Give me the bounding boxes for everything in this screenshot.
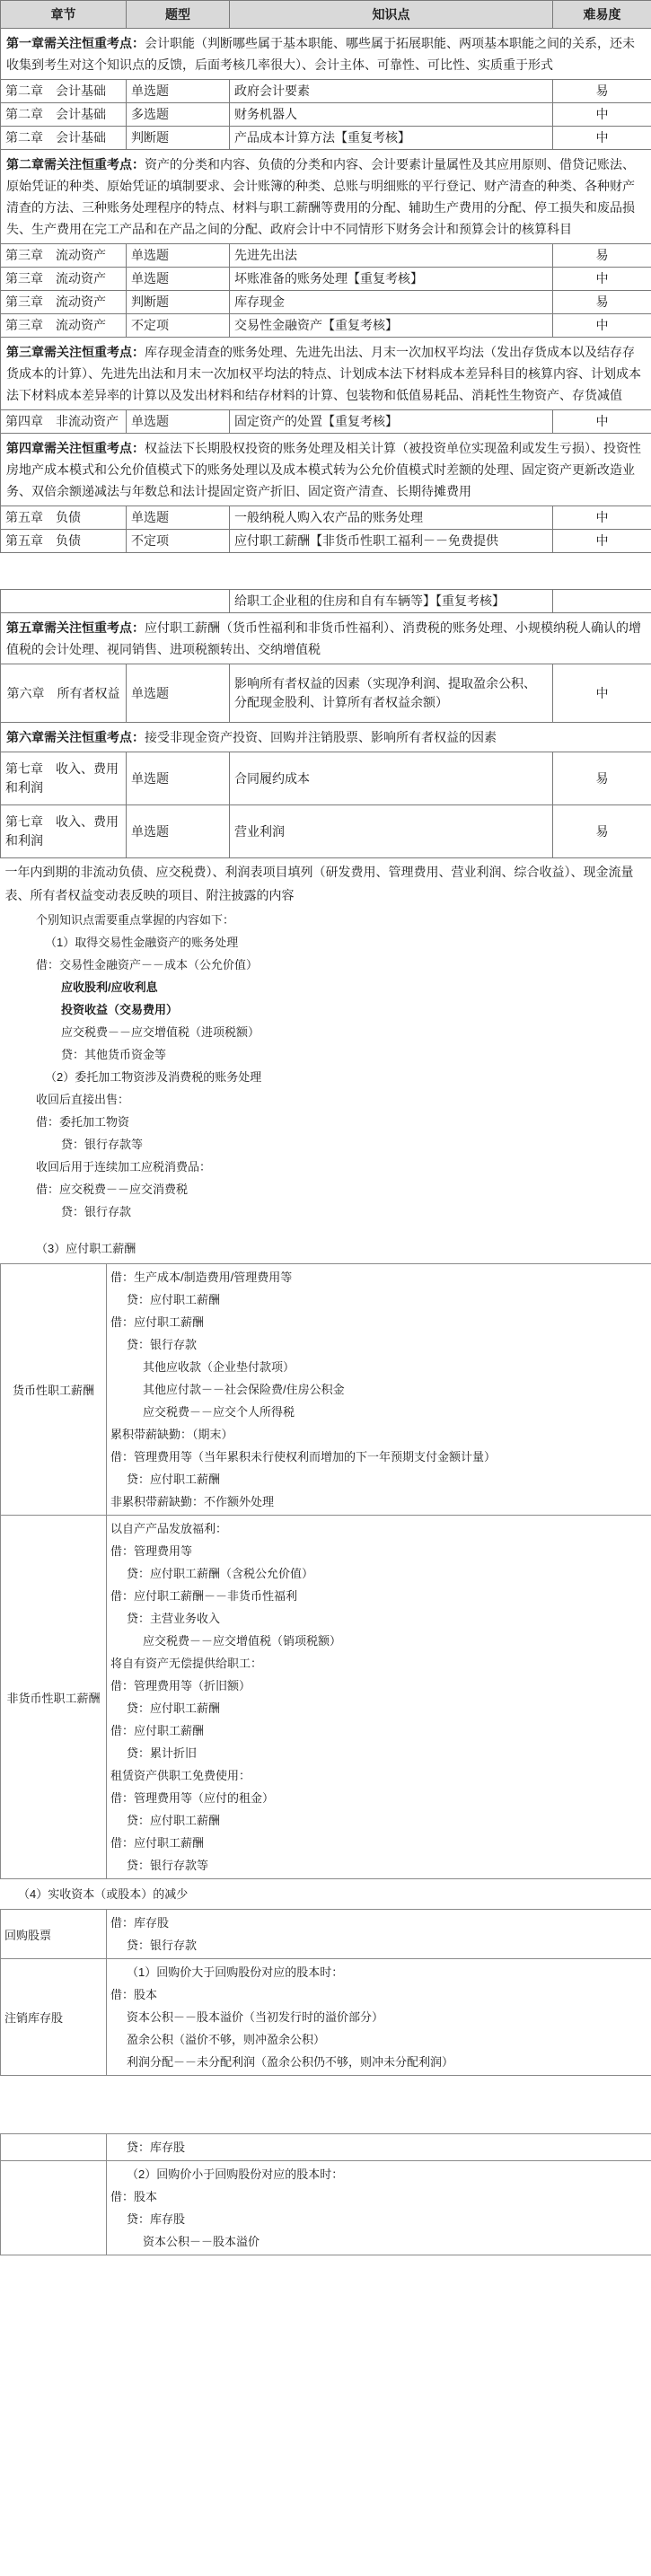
focus-row xyxy=(1,613,651,664)
table-row xyxy=(1,805,651,858)
cell-point: 政府会计要素 xyxy=(230,80,553,103)
focus-label: 第六章需关注恒重考点： xyxy=(6,730,145,744)
cell-point: 应付职工薪酬【非货币性职工福利－－免费提供 xyxy=(230,530,553,553)
section-title: （3）应付职工薪酬 xyxy=(36,1242,136,1255)
cell-level: 中 xyxy=(553,410,651,434)
cell-chapter: 第二章 会计基础 xyxy=(1,103,127,127)
journal-line: 借：管理费用等（当年累积未行使权利而增加的下一年预期支付金额计量） xyxy=(110,1450,497,1464)
journal-line: 借：应付职工薪酬－－非货币性福利 xyxy=(110,1589,298,1603)
focus-row xyxy=(1,338,651,410)
cell-level: 中 xyxy=(553,664,651,723)
cell-type: 判断题 xyxy=(127,127,230,150)
header-point: 知识点 xyxy=(230,1,553,29)
continuation-row xyxy=(1,590,651,613)
cell-point-continued: 给职工企业租的住房和自有车辆等】【重复考核】 xyxy=(230,590,553,613)
journal-line: 资本公积－－股本溢价（当初发行时的溢价部分） xyxy=(127,2010,384,2024)
cell-level: 中 xyxy=(553,530,651,553)
cell-type: 单选题 xyxy=(127,664,230,723)
journal-line: 贷：应付职工薪酬 xyxy=(127,1293,221,1306)
table-row xyxy=(1,103,651,127)
cell-type: 单选题 xyxy=(127,80,230,103)
journal-line: 借：管理费用等（应付的租金） xyxy=(110,1791,275,1805)
journal-line: 贷：库存股 xyxy=(127,2141,186,2154)
cell-type: 不定项 xyxy=(127,314,230,338)
table-row xyxy=(1,410,651,434)
journal-line: 应交税费－－应交个人所得税 xyxy=(143,1405,295,1419)
page-break-row xyxy=(1,553,651,590)
focus-text: 应付职工薪酬（货币性福利和非货币性福利）、消费税的账务处理、小规模纳税人确认的增值税的会计处理、视同销售、进项税额转出、交纳增值税 xyxy=(6,620,641,656)
table-row xyxy=(1,268,651,291)
cell-chapter: 第四章 非流动资产 xyxy=(1,410,127,434)
focus-row xyxy=(1,29,651,80)
table-row xyxy=(1,1910,651,1959)
cell-point: 固定资产的处置【重复考核】 xyxy=(230,410,553,434)
focus-row xyxy=(1,723,651,752)
cell-level: 中 xyxy=(553,506,651,530)
journal-line: 应交税费－－应交增值税（进项税额） xyxy=(61,1025,260,1039)
journal-line: 贷：银行存款等 xyxy=(127,1859,209,1872)
cell-chapter: 第三章 流动资产 xyxy=(1,291,127,314)
cell-type: 判断题 xyxy=(127,291,230,314)
journal-line: 借：股本 xyxy=(110,2190,158,2203)
cell-level: 易 xyxy=(553,752,651,805)
capital-cancel-label: 注销库存股 xyxy=(1,1959,107,2076)
journal-line: 借：委托加工物资 xyxy=(36,1115,130,1129)
cell-chapter: 第五章 负债 xyxy=(1,530,127,553)
focus-text: 库存现金清查的账务处理、先进先出法、月末一次加权平均法（发出存货成本以及结存存货成本的计算）、先进先出法和月末一次加权平均法的特点、计划成本法下材料成本差异科目的核算内容、计划成本法下材料成本差异率的计算以及发出材料和结存材料的计算、包装物和低值易耗品、消耗性生物资产、存货减值 xyxy=(6,345,641,402)
focus-text: 接受非现金资产投资、回购并注销股票、影响所有者权益的因素 xyxy=(145,730,497,744)
cell-type: 单选题 xyxy=(127,410,230,434)
table-row xyxy=(1,127,651,150)
cell-point: 财务机器人 xyxy=(230,103,553,127)
cell-type: 单选题 xyxy=(127,268,230,291)
cell-chapter: 第二章 会计基础 xyxy=(1,127,127,150)
cell-chapter: 第五章 负债 xyxy=(1,506,127,530)
journal-line: 贷：主营业务收入 xyxy=(127,1612,221,1625)
journal-heading: 将自有资产无偿提供给职工： xyxy=(110,1657,263,1670)
syllabus-table xyxy=(0,0,651,909)
notes-section xyxy=(0,909,651,1223)
table-header-row xyxy=(1,1,651,29)
table-row xyxy=(1,530,651,553)
cell-type: 多选题 xyxy=(127,103,230,127)
focus-text: 会计职能（判断哪些属于基本职能、哪些属于拓展职能、两项基本职能之间的关系，还未收集到考生对这个知识点的反馈，后面考核几率很大）、会计主体、可靠性、可比性、实质重于形式 xyxy=(6,36,635,72)
journal-line: 借：生产成本/制造费用/管理费用等 xyxy=(110,1270,293,1284)
journal-line: 贷：银行存款 xyxy=(127,1939,198,1952)
journal-line: 贷：银行存款 xyxy=(61,1205,132,1218)
cell-level: 中 xyxy=(553,127,651,150)
journal-line: 贷：应付职工薪酬 xyxy=(127,1701,221,1715)
journal-line: 借：库存股 xyxy=(110,1916,170,1930)
journal-line: 其他应收款（企业垫付款项） xyxy=(143,1360,295,1374)
cell-chapter: 第三章 流动资产 xyxy=(1,314,127,338)
cell-point: 产品成本计算方法【重复考核】 xyxy=(230,127,553,150)
cell-point: 交易性金融资产【重复考核】 xyxy=(230,314,553,338)
journal-line: 资本公积－－股本溢价 xyxy=(143,2235,260,2248)
header-chapter: 章节 xyxy=(1,1,127,29)
journal-line: 借：应付职工薪酬 xyxy=(110,1836,205,1850)
cell-level: 易 xyxy=(553,80,651,103)
journal-line: 贷：其他货币资金等 xyxy=(61,1048,167,1061)
journal-line: 借：管理费用等（折旧额） xyxy=(110,1679,251,1692)
notes-intro: 个别知识点需要重点掌握的内容如下： xyxy=(36,913,235,927)
journal-line: 借：管理费用等 xyxy=(110,1544,193,1558)
cell-point: 一般纳税人购入农产品的账务处理 xyxy=(230,506,553,530)
journal-line: 贷：应付职工薪酬 xyxy=(127,1814,221,1827)
journal-line: 利润分配－－未分配利润（盈余公积仍不够，则冲未分配利润） xyxy=(127,2055,454,2069)
section-title: （2）委托加工物资涉及消费税的账务处理 xyxy=(45,1070,262,1084)
cell-level: 中 xyxy=(553,314,651,338)
cell-chapter: 第三章 流动资产 xyxy=(1,268,127,291)
table-row xyxy=(1,1516,651,1879)
salary-table xyxy=(0,1263,651,1879)
cell-type: 不定项 xyxy=(127,530,230,553)
cell-point: 影响所有者权益的因素（实现净利润、提取盈余公积、分配现金股利、计算所有者权益余额） xyxy=(230,664,553,723)
cell-point: 坏账准备的账务处理【重复考核】 xyxy=(230,268,553,291)
journal-line: 投资收益（交易费用） xyxy=(61,1003,179,1016)
cell-chapter: 第六章 所有者权益 xyxy=(1,664,127,723)
cell-type: 单选题 xyxy=(127,752,230,805)
focus-text: 资产的分类和内容、负债的分类和内容、会计要素计量属性及其应用原则、借贷记账法、原始凭证的种类、原始凭证的填制要求、会计账簿的种类、总账与明细账的平行登记、财产清查的种类、各种财产清查的方法、三种账务处理程序的特点、材料与职工薪酬等费用的分配、辅助生产费用的分配、停工损失和废品损失、生产费用在完工产品和在产品之间的分配、政府会计中不同情形下财务会计和预算会计的核算科目 xyxy=(6,157,635,236)
capital-repo-label: 回购股票 xyxy=(1,1910,107,1959)
cell-type: 单选题 xyxy=(127,805,230,858)
journal-heading: 以自产产品发放福利： xyxy=(110,1522,228,1535)
journal-line: 借：交易性金融资产－－成本（公允价值） xyxy=(36,958,259,971)
cell-chapter: 第三章 流动资产 xyxy=(1,244,127,268)
journal-line: 借：股本 xyxy=(110,1988,158,2001)
cell-point: 合同履约成本 xyxy=(230,752,553,805)
salary-cash-label: 货币性职工薪酬 xyxy=(1,1264,107,1516)
capital-table-continued xyxy=(0,2133,651,2255)
cell-type: 单选题 xyxy=(127,506,230,530)
journal-line: 借：应付职工薪酬 xyxy=(110,1315,205,1329)
cell-level: 中 xyxy=(553,103,651,127)
cell-point: 营业利润 xyxy=(230,805,553,858)
focus-row xyxy=(1,434,651,506)
focus-row xyxy=(1,150,651,244)
focus-label: 第一章需关注恒重考点： xyxy=(6,36,145,50)
table-row xyxy=(1,1959,651,2076)
cell-type: 单选题 xyxy=(127,244,230,268)
journal-heading: 非累积带薪缺勤：不作额外处理 xyxy=(110,1495,275,1508)
journal-heading: 收回后直接出售： xyxy=(36,1093,130,1106)
focus-label: 第三章需关注恒重考点： xyxy=(6,345,145,359)
table-row xyxy=(1,244,651,268)
journal-line: 贷：银行存款 xyxy=(127,1338,198,1351)
cell-chapter: 第七章 收入、费用和利润 xyxy=(1,805,127,858)
salary-noncash-label: 非货币性职工薪酬 xyxy=(1,1516,107,1879)
cell-point: 先进先出法 xyxy=(230,244,553,268)
table-row xyxy=(1,291,651,314)
journal-line: 贷：应付职工薪酬（含税公允价值） xyxy=(127,1567,314,1580)
tail-row xyxy=(1,858,651,910)
journal-line: 借：应付职工薪酬 xyxy=(110,1724,205,1737)
cell-level: 易 xyxy=(553,244,651,268)
cell-level: 易 xyxy=(553,291,651,314)
section-title: （1）取得交易性金融资产的账务处理 xyxy=(45,936,239,949)
journal-heading: 收回后用于连续加工应税消费品： xyxy=(36,1160,212,1174)
table-row xyxy=(1,80,651,103)
cell-chapter: 第二章 会计基础 xyxy=(1,80,127,103)
focus-text: 权益法下长期股权投资的账务处理及相关计算（被投资单位实现盈利或发生亏损）、投资性房地产成本模式和公允价值模式下的账务处理以及成本模式转为公允价值模式时差额的处理、固定资产更新改造业务、双倍余额递减法与年数总和法计提固定资产折旧、固定资产清查、长期待摊费用 xyxy=(6,441,641,498)
table-row xyxy=(1,664,651,723)
capital-table xyxy=(0,1909,651,2076)
cell-level: 易 xyxy=(553,805,651,858)
journal-line: 其他应付款－－社会保险费/住房公积金 xyxy=(143,1383,345,1396)
section-title: （4）实收资本（或股本）的减少 xyxy=(18,1887,189,1901)
journal-heading: （2）回购价小于回购股份对应的股本时： xyxy=(127,2167,344,2181)
focus-label: 第五章需关注恒重考点： xyxy=(6,620,145,635)
header-type: 题型 xyxy=(127,1,230,29)
journal-line: 贷：应付职工薪酬 xyxy=(127,1473,221,1486)
journal-line: 应收股利/应收利息 xyxy=(61,980,158,994)
table-row xyxy=(1,1264,651,1516)
journal-line: 借：应交税费－－应交消费税 xyxy=(36,1182,189,1196)
journal-heading: （1）回购价大于回购股份对应的股本时： xyxy=(127,1965,344,1979)
header-level: 难易度 xyxy=(553,1,651,29)
journal-line: 盈余公积（溢价不够，则冲盈余公积） xyxy=(127,2033,326,2046)
journal-line: 贷：银行存款等 xyxy=(61,1138,144,1151)
table-row xyxy=(1,314,651,338)
cell-chapter: 第七章 收入、费用和利润 xyxy=(1,752,127,805)
cell-level: 中 xyxy=(553,268,651,291)
journal-line: 贷：累计折旧 xyxy=(127,1746,198,1760)
journal-heading: 累积带薪缺勤：（期末） xyxy=(110,1428,233,1441)
journal-line: 应交税费－－应交增值税（销项税额） xyxy=(143,1634,342,1648)
journal-heading: 租赁资产供职工免费使用： xyxy=(110,1769,251,1782)
journal-line: 贷：库存股 xyxy=(127,2212,186,2226)
table-row xyxy=(1,506,651,530)
focus-label: 第四章需关注恒重考点： xyxy=(6,441,145,455)
table-row xyxy=(1,752,651,805)
cell-point: 库存现金 xyxy=(230,291,553,314)
focus-label: 第二章需关注恒重考点： xyxy=(6,157,145,171)
tail-text: 一年内到期的非流动负债、应交税费）、利润表项目填列（研发费用、管理费用、营业利润、综合收益）、现金流量表、所有者权益变动表反映的项目、附注披露的内容 xyxy=(4,865,634,902)
table-row xyxy=(1,2134,651,2161)
table-row xyxy=(1,2161,651,2255)
